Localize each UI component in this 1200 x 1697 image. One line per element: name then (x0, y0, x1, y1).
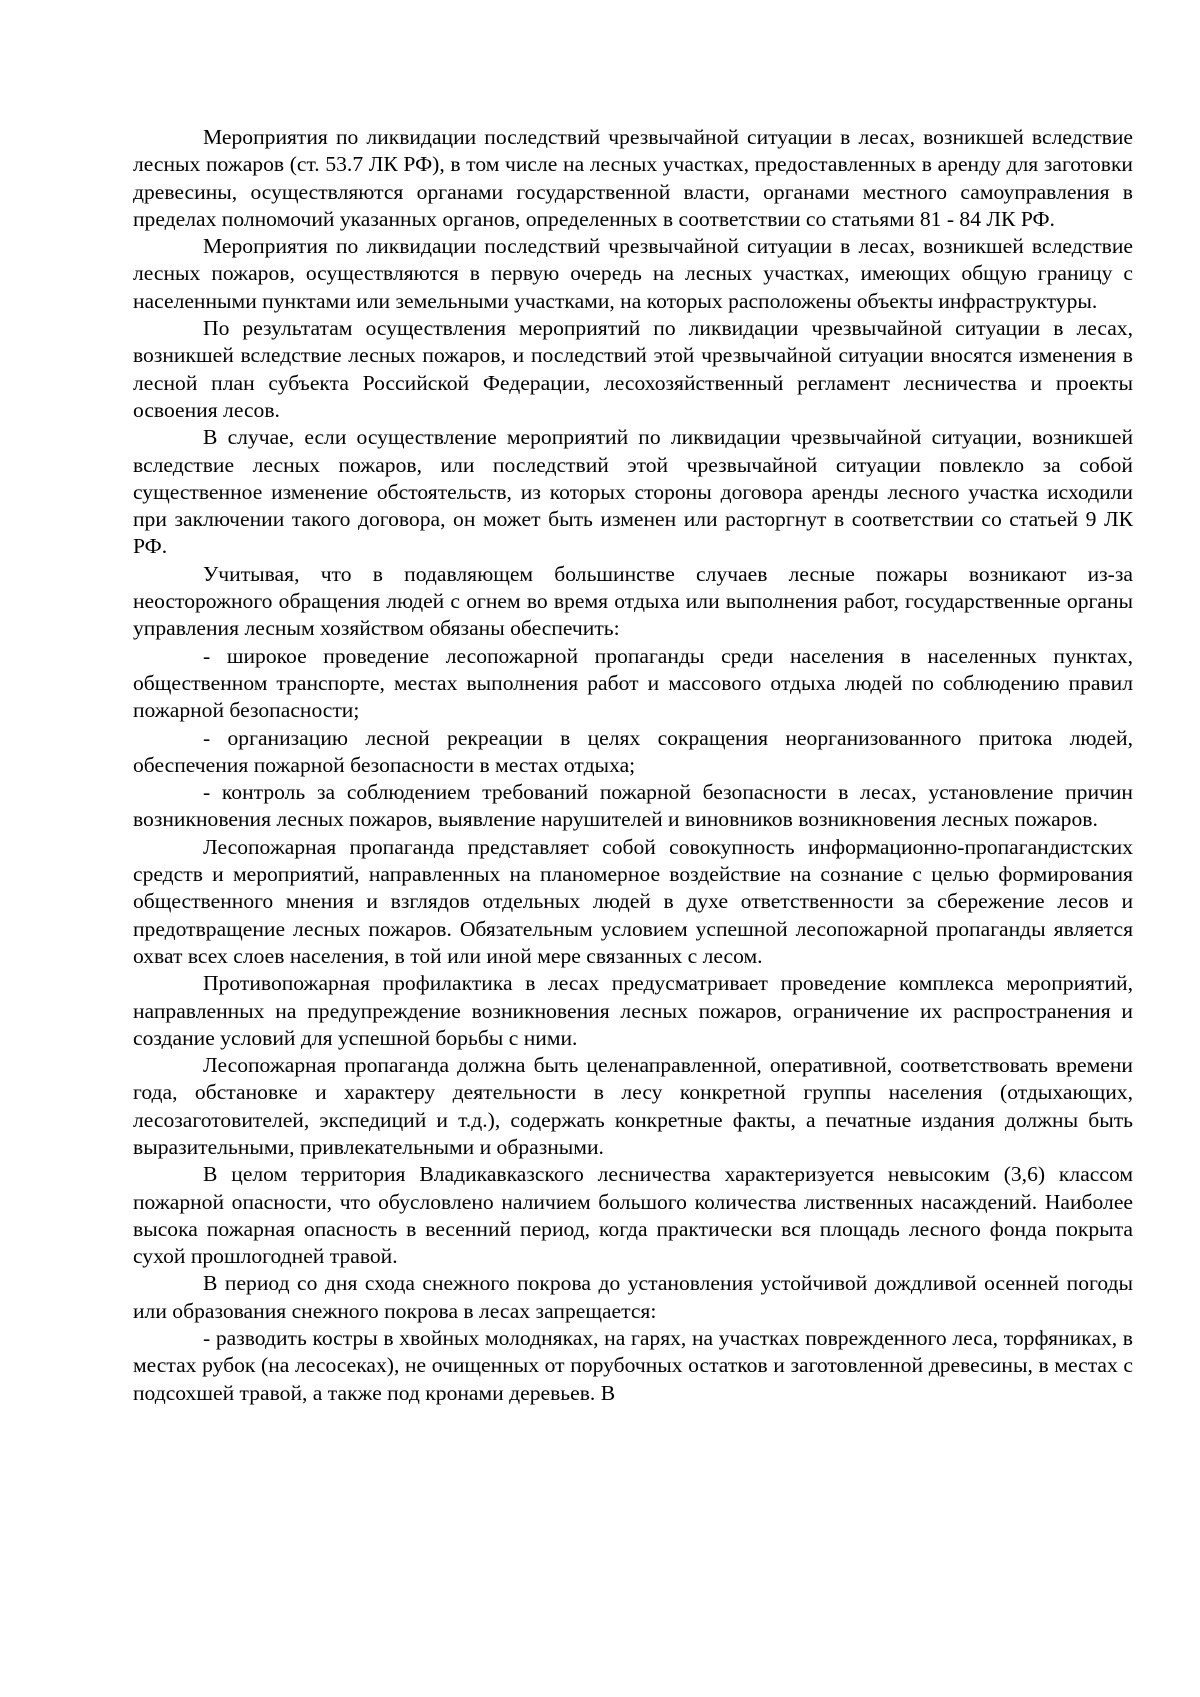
list-item: - организацию лесной рекреации в целях сокращения неорганизованного притока людей, обеспечения пожарной безопасности в местах отдыха; (133, 725, 1133, 777)
paragraph: Лесопожарная пропаганда представляет собой совокупность информационно-пропагандистских средств и мероприятий, направленных на планомерное воздействие на сознание с целью формирования общественного мнения и взглядов отдельных людей в духе ответственности за сбережение лесов и предотвращение лесных пожаров. Обязательным условием успешной лесопожарной пропаганды является охват всех слоев населения, в той или иной мере связанных с лесом. (133, 834, 1133, 968)
paragraph: В целом территория Владикавказского лесничества характеризуется невысоким (3,6) классом пожарной опасности, что обусловлено наличием большого количества лиственных насаждений. Наиболее высока пожарная опасность в весенний период, когда практически вся площадь лесного фонда покрыта сухой прошлогодней травой. (133, 1162, 1133, 1269)
paragraph: В случае, если осуществление мероприятий по ликвидации чрезвычайной ситуации, возникшей вследствие лесных пожаров, или последствий этой чрезвычайной ситуации повлекло за собой существенное изменение обстоятельств, из которых стороны договора аренды лесного участка исходили при заключении такого договора, он может быть изменен или расторгнут в соответствии со статьей 9 ЛК РФ. (133, 425, 1133, 559)
paragraph: Учитывая, что в подавляющем большинстве случаев лесные пожары возникают из-за неосторожного обращения людей с огнем во время отдыха или выполнения работ, государственные органы управления лесным хозяйством обязаны обеспечить: (133, 561, 1133, 641)
list-item: - контроль за соблюдением требований пожарной безопасности в лесах, установление причин возникновения лесных пожаров, выявление нарушителей и виновников возникновения лесных пожаров. (133, 780, 1133, 832)
paragraph: Мероприятия по ликвидации последствий чрезвычайной ситуации в лесах, возникшей вследствие лесных пожаров, осуществляются в первую очередь на лесных участках, имеющих общую границу с населенными пунктами или земельными участками, на которых расположены объекты инфраструктуры. (133, 234, 1133, 313)
paragraph: Лесопожарная пропаганда должна быть целенаправленной, оперативной, соответствовать времени года, обстановке и характеру деятельности в лесу конкретной группы населения (отдыхающих, лесозаготовителей, экспедиций и т.д.), содержать конкретные факты, а печатные издания должны быть выразительными, привлекательными и образными. (133, 1053, 1133, 1159)
paragraph: В период со дня схода снежного покрова до установления устойчивой дождливой осенней погоды или образования снежного покрова в лесах запрещается: (133, 1271, 1133, 1323)
document-body (133, 124, 1133, 1407)
paragraph: По результатам осуществления мероприятий по ликвидации чрезвычайной ситуации в лесах, возникшей вследствие лесных пожаров, и последствий этой чрезвычайной ситуации вносятся изменения в лесной план субъекта Российской Федерации, лесохозяйственный регламент лесничества и проекты освоения лесов. (133, 316, 1133, 422)
paragraph: Противопожарная профилактика в лесах предусматривает проведение комплекса мероприятий, направленных на предупреждение возникновения лесных пожаров, ограничение их распространения и создание условий для успешной борьбы с ними. (133, 971, 1133, 1050)
list-item: - широкое проведение лесопожарной пропаганды среди населения в населенных пунктах, общественном транспорте, местах выполнения работ и массового отдыха людей по соблюдению правил пожарной безопасности; (133, 643, 1133, 723)
list-item: - разводить костры в хвойных молодняках, на гарях, на участках поврежденного леса, торфяниках, в местах рубок (на лесосеках), не очищенных от порубочных остатков и заготовленной древесины, в местах с подсохшей травой, а также под кронами деревьев. В (133, 1326, 1133, 1405)
paragraph: Мероприятия по ликвидации последствий чрезвычайной ситуации в лесах, возникшей вследствие лесных пожаров (ст. 53.7 ЛК РФ), в том числе на лесных участках, предоставленных в аренду для заготовки древесины, осуществляются органами государственной власти, органами местного самоуправления в пределах полномочий указанных органов, определенных в соответствии со статьями 81 - 84 ЛК РФ. (133, 125, 1133, 231)
